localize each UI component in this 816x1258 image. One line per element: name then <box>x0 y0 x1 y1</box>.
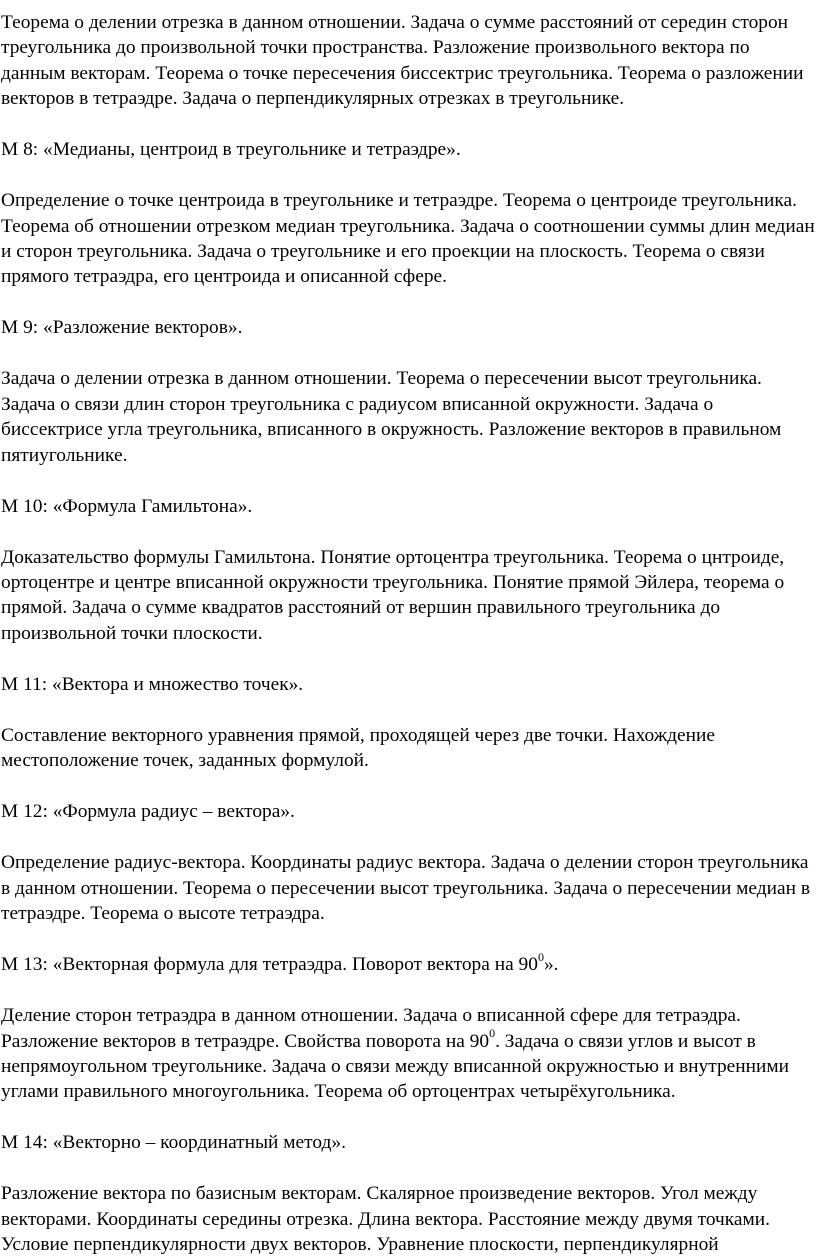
degree-superscript: 0 <box>489 1026 496 1041</box>
module-8-text: Определение о точке центроида в треугольнике и тетраэдре. Теорема о центроиде треугольника. Теорема об отношении отрезком медиан треугольника. Задача о соотношении суммы длин медиан и сторон треугольника. Задача о треугольнике и его проекции на плоскость. Теорема о связи прямого тетраэдра, его центроида и описанной сфере. <box>1 190 815 288</box>
module-11-text: Составление векторного уравнения прямой, проходящей через две точки. Нахождение местоположение точек, заданных формулой. <box>1 724 715 772</box>
module-8-heading: М 8: «Медианы, центроид в треугольнике и тетраэдре». <box>1 139 461 161</box>
module-13-heading <box>0 949 816 977</box>
module-13-text-start: Деление сторон тетраэдра в данном отношении. Задача о вписанной сфере для тетраэдра. Разложение векторов в тетраэдре. Свойства поворота на 90 <box>1 1005 741 1052</box>
module-13-heading-end: ». <box>543 954 559 976</box>
module-14-text: Разложение вектора по базисным векторам. Скалярное произведение векторов. Угол между векторами. Координаты середины отрезка. Длина вектора. Расстояние между двумя точками. Условие перпендикулярности двух векторов. Уравнение плоскости, перпендикулярной <box>1 1183 771 1256</box>
module-13-text-end: . Задача о связи углов и высот в непрямоугольном треугольнике. Задача о связи между вписанной окружностью и внутренними углами правильного многоугольника. Теорема об ортоцентрах четырёхугольника. <box>1 1030 790 1103</box>
module-9-heading: М 9: «Разложение векторов». <box>1 317 243 339</box>
module-11-heading: М 11: «Вектора и множество точек». <box>1 673 304 695</box>
paragraph-intro: Теорема о делении отрезка в данном отношении. Задача о сумме расстояний от середин сторон треугольника до произвольной точки пространства. Разложение произвольного вектора по данным векторам. Теорема о точке пересечения биссектрис треугольника. Теорема о разложении векторов в тетраэдре. Задача о перпендикулярных отрезках в треугольнике. <box>1 12 804 110</box>
degree-superscript: 0 <box>537 949 544 964</box>
module-12-text: Определение радиус-вектора. Координаты радиус вектора. Задача о делении сторон треугольника в данном отношении. Теорема о пересечении высот треугольника. Задача о пересечении медиан в тетраэдре. Теорема о высоте тетраэдра. <box>1 852 811 925</box>
module-10-text: Доказательство формулы Гамильтона. Понятие ортоцентра треугольника. Теорема о цнтроиде, ортоцентре и центре вписанной окружности треугольника. Понятие прямой Эйлера, теорема о прямой. Задача о сумме квадратов расстояний от вершин правильного треугольника до произвольной точки плоскости. <box>1 546 785 644</box>
module-12-heading: М 12: «Формула радиус – вектора». <box>1 801 295 823</box>
module-9-text: Задача о делении отрезка в данном отношении. Теорема о пересечении высот треугольника. Задача о связи длин сторон треугольника с радиусом вписанной окружности. Задача о биссектрисе угла треугольника, вписанного в окружность. Разложение векторов в правильном пятиугольнике. <box>1 368 782 466</box>
module-10-heading: М 10: «Формула Гамильтона». <box>1 495 253 517</box>
module-13-text <box>0 1003 816 1105</box>
module-13-heading-text: М 13: «Векторная формула для тетраэдра. Поворот вектора на 90 <box>1 954 538 976</box>
module-14-heading: М 14: «Векторно – координатный метод». <box>1 1132 346 1154</box>
